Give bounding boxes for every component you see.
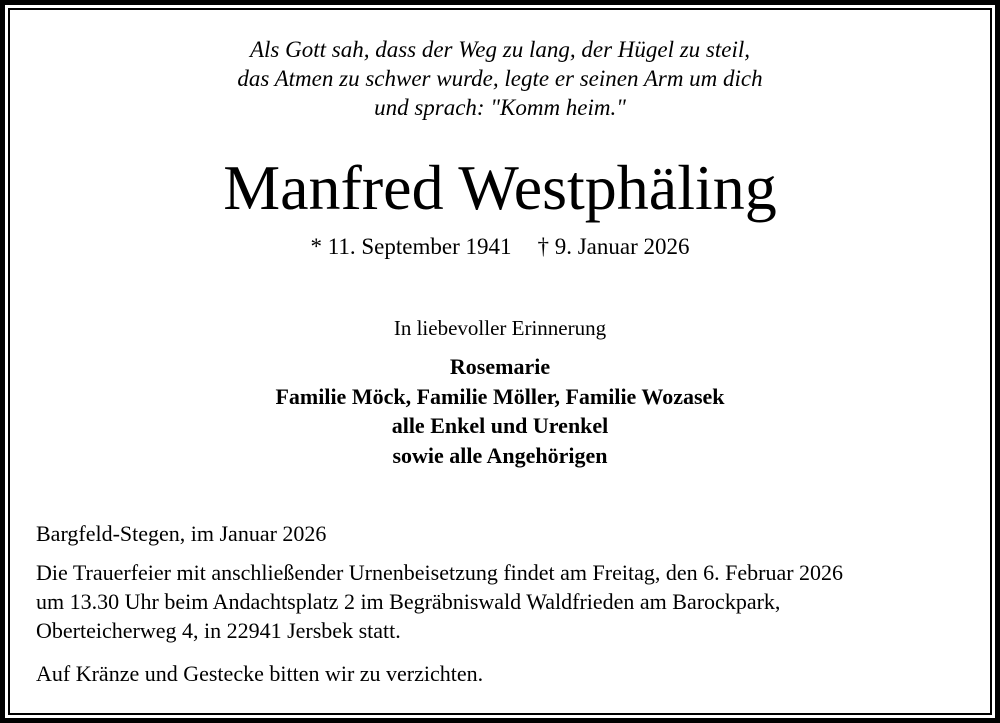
mourners [0, 352, 1000, 470]
place-date: Bargfeld-Stegen, im Januar 2026 [36, 521, 327, 546]
ceremony-details [36, 558, 976, 645]
mourner-line: Familie Möck, Familie Möller, Familie Wozasek [275, 383, 725, 409]
mourner-line: sowie alle Angehörigen [392, 442, 608, 468]
ceremony-line: Die Trauerfeier mit anschließender Urnenbeisetzung findet am Freitag, den 6. Februar 2026 [36, 560, 844, 585]
death-date: † 9. Januar 2026 [537, 234, 690, 259]
life-dates [0, 232, 1000, 262]
poem-line: das Atmen zu schwer wurde, legte er seinen Arm um dich [237, 66, 763, 91]
mourner-line: Rosemarie [449, 354, 551, 379]
mourner-line: alle Enkel und Urenkel [391, 413, 609, 438]
ceremony-line: Oberteicherweg 4, in 22941 Jersbek statt. [36, 618, 401, 643]
poem-line: Als Gott sah, dass der Weg zu lang, der Hügel zu steil, [249, 37, 751, 62]
poem [0, 35, 1000, 122]
wreath-note: Auf Kränze und Gestecke bitten wir zu verzichten. [36, 661, 484, 686]
memory-line: In liebevoller Erinnerung [393, 316, 607, 340]
poem-line: und sprach: "Komm heim." [374, 95, 626, 120]
ceremony-line: um 13.30 Uhr beim Andachtsplatz 2 im Begräbniswald Waldfrieden am Barockpark, [36, 589, 781, 614]
deceased-name: Manfred Westphäling [223, 152, 777, 223]
birth-date: * 11. September 1941 [310, 234, 512, 259]
